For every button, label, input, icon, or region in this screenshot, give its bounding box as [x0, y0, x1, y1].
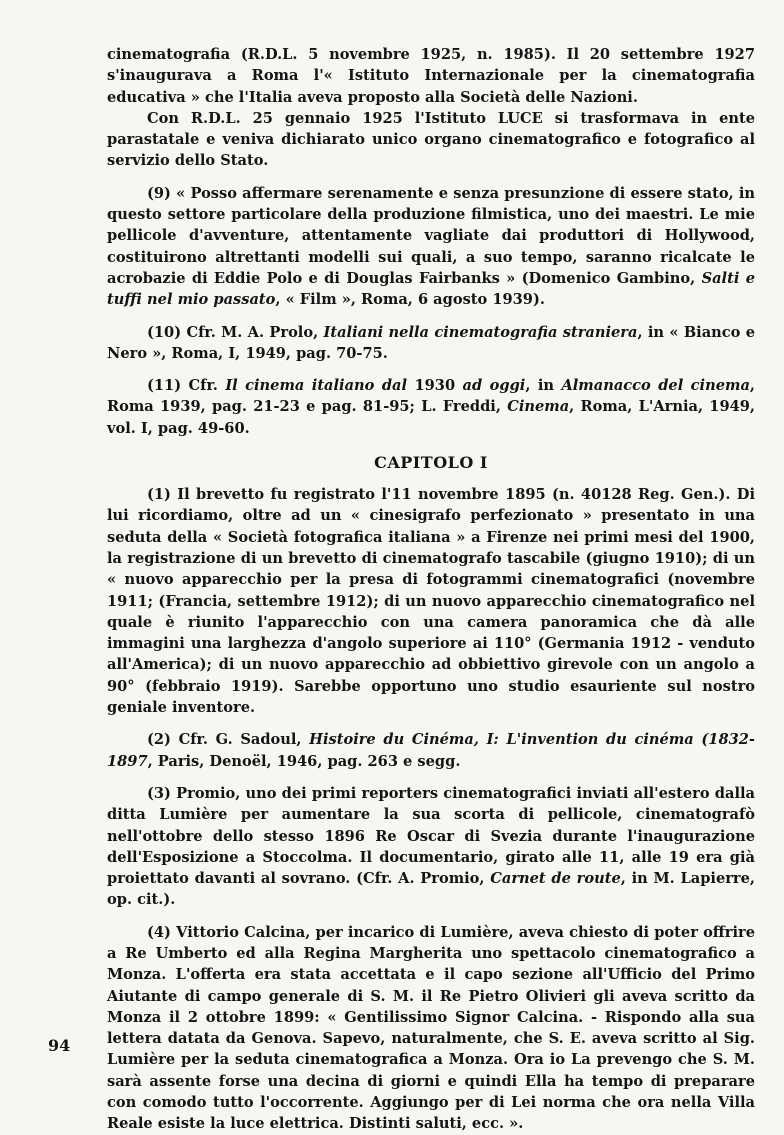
note-text: , in	[525, 377, 562, 395]
page-number: 94	[48, 1036, 71, 1055]
note-text: , Paris, Denoël, 1946, pag. 263 e segg.	[147, 752, 461, 770]
note-title-italic: Salti e tuffi nel mio passato	[107, 269, 755, 309]
note-title-italic: Almanacco del cinema	[561, 377, 750, 395]
note-text: Con R.D.L. 25 gennaio 1925 l'Istituto LUCE si trasformava in ente parastatale e veniva dichiarato unico organo cinematografico e fotografico al servizio dello Stato.	[107, 109, 755, 170]
note-title-italic: Carnet de route	[490, 870, 621, 888]
note-n9	[107, 183, 755, 311]
note-c3	[107, 783, 755, 911]
note-text: , Roma, L'Arnia, 1949, vol. I, pag. 49-60.	[107, 398, 755, 437]
note-c1	[107, 484, 755, 718]
note-text: (11) Cfr.	[147, 377, 226, 395]
chapter-notes	[107, 484, 755, 1135]
note-cont2	[107, 108, 755, 172]
note-c2	[107, 729, 755, 772]
note-text: 1930	[407, 377, 463, 395]
note-n11	[107, 375, 755, 439]
intro-notes	[107, 44, 755, 439]
chapter-heading: CAPITOLO I	[374, 453, 488, 473]
note-c4	[107, 922, 755, 1135]
note-title-italic: Histoire du Cinéma, I: L'invention du cinéma (1832-1897	[107, 731, 755, 770]
note-text: (4) Vittorio Calcina, per incarico di Lumière, aveva chiesto di poter offrire a Re Umberto ed alla Regina Margherita uno spettacolo cinematografico a Monza. L'offerta era stata accettata e il capo sezione all'Ufficio del Primo Aiutante di campo generale di S. M. il Re Pietro Olivieri gli aveva scritto da Monza il 2 ottobre 1899: « Gentilissimo Signor Calcina. - Rispondo alla sua lettera datata da Genova. Sapevo, naturalmente, che S. E. aveva scritto al Sig. Lumière per la seduta cinematografica a Monza. Ora io La prevengo che S. M. sarà assente forse una decina di giorni e quindi Ella ha tempo di preparare con comodo tutto l'occorrente. Aggiungo per di Lei norma che ora nella Villa Reale esiste la luce elettrica. Distinti saluti, ecc. ».	[107, 923, 755, 1133]
note-cont	[107, 44, 755, 108]
note-text: cinematografia (R.D.L. 5 novembre 1925, n. 1985). Il 20 settembre 1927 s'inaugurava a Roma l'« Istituto Internazionale per la cinematografia educativa » che l'Italia aveva proposto alla Società delle Nazioni.	[107, 46, 755, 106]
note-text: (2) Cfr. G. Sadoul,	[147, 731, 310, 749]
note-text: , in M. Lapierre, op. cit.).	[107, 870, 755, 909]
note-text: (10) Cfr. M. A. Prolo,	[147, 323, 324, 341]
note-text: (1) Il brevetto fu registrato l'11 novembre 1895 (n. 40128 Reg. Gen.). Di lui ricordiamo, oltre ad un « cinesigrafo perfezionato » presentato in una seduta della « Società fotografica italiana » a Firenze nei primi mesi del 1900, la registrazione di un brevetto di cinematografo tascabile (giugno 1910); di un « nuovo apparecchio per la presa di fotogrammi cinematografici (novembre 1911; (Francia, settembre 1912); di un nuovo apparecchio cinematografico nel quale è riunito l'apparecchio con una camera panoramica che dà alle immagini una larghezza d'angolo superiore ai 110° (Germania 1912 - venduto all'America); di un nuovo apparecchio ad obbiettivo girevole con un angolo a 90° (febbraio 1919). Sarebbe opportuno uno studio esauriente sul nostro geniale inventore.	[107, 486, 755, 717]
note-title-italic: Cinema	[507, 398, 570, 416]
note-n10	[107, 322, 755, 365]
note-title-italic: Italiani nella cinematografia straniera	[323, 323, 638, 341]
note-text: , « Film », Roma, 6 agosto 1939).	[275, 291, 545, 309]
note-text: , in « Bianco e Nero », Roma, I, 1949, pag. 70-75.	[107, 323, 756, 362]
page-body	[107, 44, 755, 1135]
note-title-italic: ad oggi	[462, 377, 526, 395]
note-title-italic: Il cinema italiano dal	[225, 377, 408, 395]
note-text: (9) « Posso affermare serenamente e senza presunzione di essere stato, in questo settore particolare della produzione filmistica, uno dei maestri. Le mie pellicole d'avventure, attentamente vagliate dai produttori di Hollywood, costituirono altrettanti modelli sui quali, a suo tempo, saranno ricalcate le acrobazie di Eddie Polo e di Douglas Fairbanks » (Domenico Gambino,	[107, 184, 755, 287]
note-text: , Roma 1939, pag. 21-23 e pag. 81-95; L. Freddi,	[107, 377, 755, 416]
note-text: (3) Promio, uno dei primi reporters cinematografici inviati all'estero dalla ditta Lumière per aumentare la sua scorta di pellicole, cinematografò nell'ottobre dello stesso 1896 Re Oscar di Svezia durante l'inaugurazione dell'Esposizione a Stoccolma. Il documentario, girato alle 11, alle 19 era già proiettato davanti al sovrano. (Cfr. A. Promio,	[107, 784, 755, 888]
